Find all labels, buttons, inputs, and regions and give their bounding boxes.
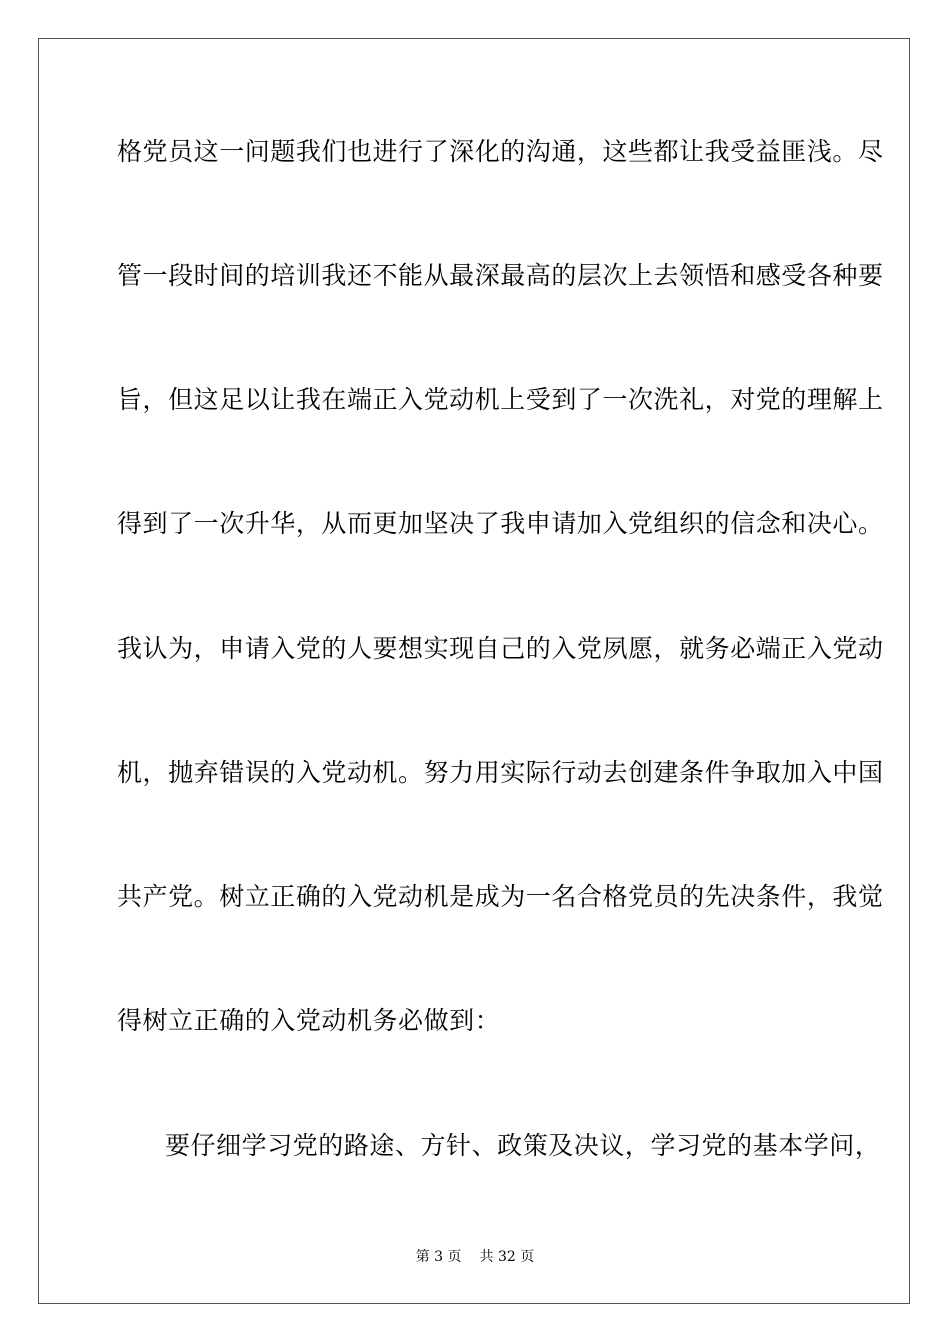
text-line: 格党员这一问题我们也进行了深化的沟通，这些都让我受益匪浅。尽 [117,137,884,166]
text-line-indented: 要仔细学习党的路途、方针、政策及决议，学习党的基本学问， [165,1131,881,1160]
text-line: 机，抛弃错误的入党动机。努力用实际行动去创建条件争取加入中国 [117,758,884,787]
page-number: 第 3 页 [415,1249,462,1265]
page-total: 共 32 页 [479,1249,535,1265]
text-line: 旨，但这足以让我在端正入党动机上受到了一次洗礼，对党的理解上 [117,385,884,414]
text-line: 共产党。树立正确的入党动机是成为一名合格党员的先决条件，我觉 [117,882,884,911]
page-footer [0,1248,950,1266]
text-line: 得到了一次升华，从而更加坚决了我申请加入党组织的信念和决心。 [117,509,884,538]
text-line: 管一段时间的培训我还不能从最深最高的层次上去领悟和感受各种要 [117,261,884,290]
page-border [38,38,910,1304]
text-line: 得树立正确的入党动机务必做到： [117,1006,501,1035]
text-line: 我认为，申请入党的人要想实现自己的入党夙愿，就务必端正入党动 [117,634,884,663]
